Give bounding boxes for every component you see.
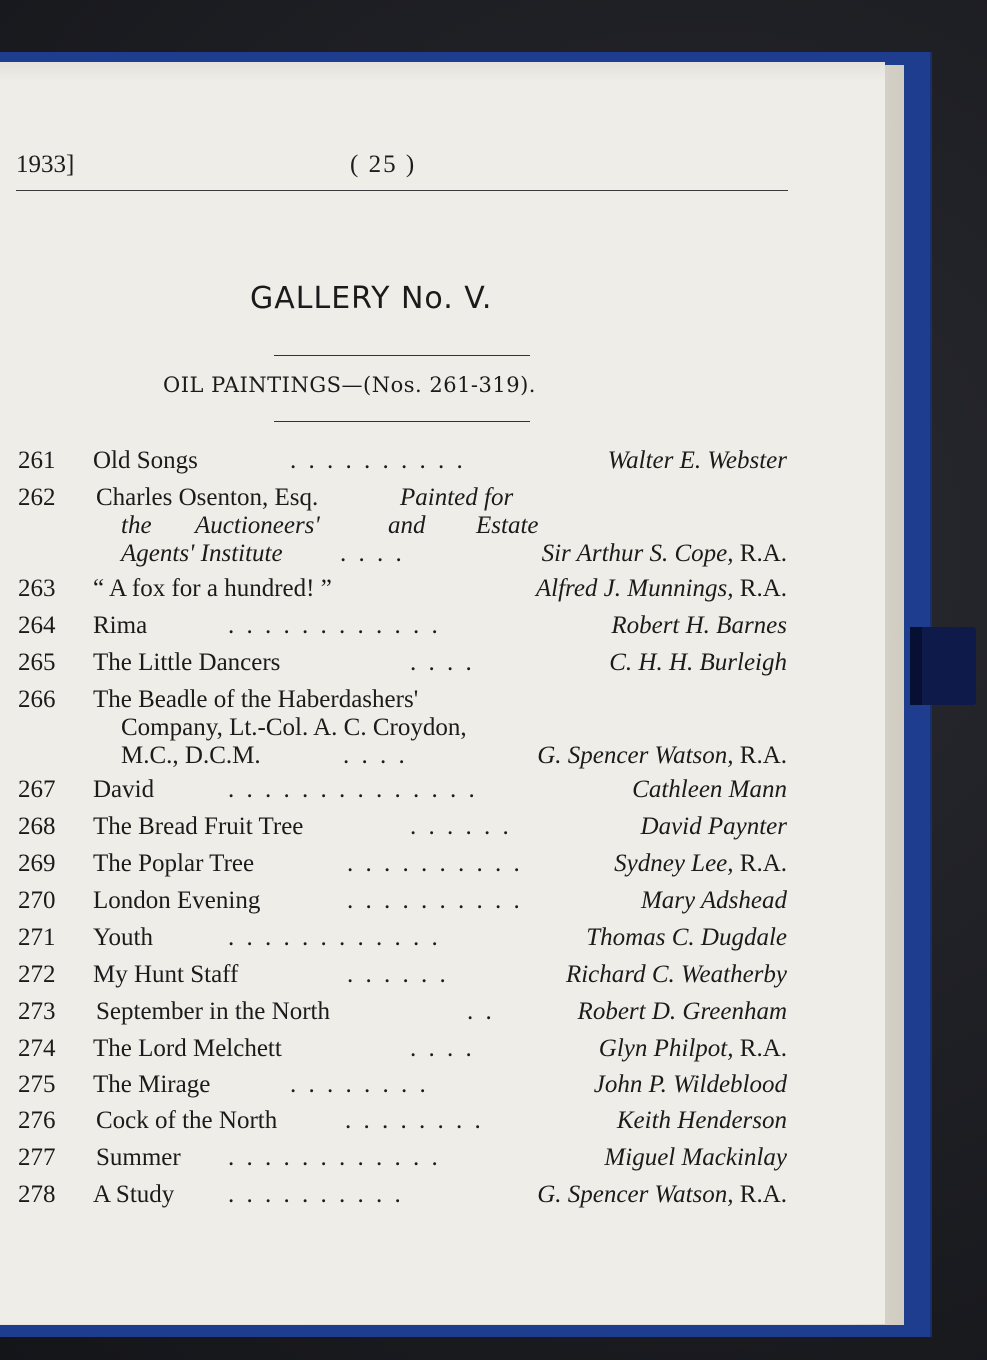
title-rule-top — [274, 355, 530, 356]
entry-note: and — [388, 512, 426, 539]
entry-title: A Study — [93, 1181, 175, 1208]
catalogue-entry — [0, 776, 900, 810]
catalogue-entry — [0, 1144, 900, 1178]
leader-dots: . . . . . . — [347, 961, 449, 988]
entry-note: Estate — [476, 512, 539, 539]
catalogue-entry — [0, 1181, 900, 1215]
entry-number: 267 — [18, 776, 56, 803]
entry-title: Summer — [96, 1144, 181, 1171]
header-rule — [16, 190, 788, 191]
entry-note: Painted for — [400, 484, 514, 511]
entry-title: The Lord Melchett — [93, 1035, 282, 1062]
bookmark-ribbon-shade — [910, 627, 922, 705]
catalogue-entry — [0, 998, 900, 1032]
entry-number: 277 — [18, 1144, 56, 1171]
entry-note: Agents' Institute — [121, 540, 283, 567]
entry-number: 265 — [18, 649, 56, 676]
leader-dots: . . . . . . . . . . — [290, 447, 466, 474]
catalogue-entry — [0, 1035, 900, 1069]
catalogue-entry — [0, 887, 900, 921]
section-subtitle: OIL PAINTINGS—(Nos. 261-319). — [163, 373, 536, 397]
entry-number: 276 — [18, 1107, 56, 1134]
entry-title: “ A fox for a hundred! ” — [93, 575, 332, 602]
catalogue-entry — [0, 484, 900, 574]
entry-number: 270 — [18, 887, 56, 914]
entry-number: 273 — [18, 998, 56, 1025]
catalogue-entry — [0, 961, 900, 995]
entry-number: 275 — [18, 1071, 56, 1098]
leader-dots: . . . . . . . . . . — [347, 850, 523, 877]
leader-dots: . . . . — [340, 540, 405, 567]
leader-dots: . . . . . . . . . . . . . . — [228, 776, 478, 803]
entry-number: 271 — [18, 924, 56, 951]
entry-note: Auctioneers' — [195, 512, 320, 539]
entry-title-continued: M.C., D.C.M. — [121, 742, 261, 769]
entry-title: My Hunt Staff — [93, 961, 239, 988]
entry-title: London Evening — [93, 887, 261, 914]
catalogue-entry — [0, 649, 900, 683]
catalogue-entry — [0, 813, 900, 847]
entry-title: Youth — [93, 924, 153, 951]
leader-dots: . . . . . . . . . . . . — [228, 1144, 441, 1171]
entry-artist: G. Spencer Watson, R.A. — [537, 1181, 787, 1208]
leader-dots: . . . . . . . . . . — [228, 1181, 404, 1208]
leader-dots: . . . . . . — [410, 813, 512, 840]
entry-artist: Robert H. Barnes — [611, 612, 787, 639]
leader-dots: . . . . . . . . . . . . — [228, 924, 441, 951]
entry-title: The Mirage — [93, 1071, 211, 1098]
entry-number: 278 — [18, 1181, 56, 1208]
catalogue-entry — [0, 1107, 900, 1141]
page-number: ( 25 ) — [350, 151, 417, 178]
page-shadow — [0, 62, 885, 82]
entry-artist: Alfred J. Munnings, R.A. — [535, 575, 787, 602]
entry-number: 266 — [18, 686, 56, 713]
leader-dots: . . . . . . . . . . . . — [228, 612, 441, 639]
entry-artist: Sydney Lee, R.A. — [614, 850, 787, 877]
entry-title: Cock of the North — [96, 1107, 278, 1134]
entry-number: 274 — [18, 1035, 56, 1062]
entry-number: 269 — [18, 850, 56, 877]
entry-artist: Robert D. Greenham — [577, 998, 787, 1025]
catalogue-entry — [0, 686, 900, 776]
leader-dots: . . . . . . . . . . — [347, 887, 523, 914]
entry-artist: G. Spencer Watson, R.A. — [537, 742, 787, 769]
catalogue-entry — [0, 612, 900, 646]
entry-artist: Richard C. Weatherby — [565, 961, 787, 988]
entry-note: the — [121, 512, 152, 539]
catalogue-entry — [0, 1071, 900, 1105]
title-rule-bottom — [274, 421, 530, 422]
entry-title: The Poplar Tree — [93, 850, 255, 877]
entry-title-continued: Company, Lt.-Col. A. C. Croydon, — [121, 714, 467, 741]
entry-number: 272 — [18, 961, 56, 988]
entry-title: September in the North — [96, 998, 330, 1025]
entry-number: 263 — [18, 575, 56, 602]
entry-title: Old Songs — [93, 447, 198, 474]
entry-title: The Little Dancers — [93, 649, 281, 676]
catalogue-entry — [0, 447, 900, 481]
entry-artist: David Paynter — [640, 813, 787, 840]
entry-artist: Walter E. Webster — [607, 447, 787, 474]
leader-dots: . . . . — [343, 742, 408, 769]
entry-artist: John P. Wildeblood — [593, 1071, 787, 1098]
entry-artist: Cathleen Mann — [632, 776, 787, 803]
leader-dots: . . . . — [410, 1035, 475, 1062]
entry-title: Charles Osenton, Esq. — [96, 484, 319, 511]
catalogue-entry — [0, 850, 900, 884]
leader-dots: . . . . . . . . — [345, 1107, 484, 1134]
entry-title: The Bread Fruit Tree — [93, 813, 304, 840]
entry-title: The Beadle of the Haberdashers' — [93, 686, 419, 713]
entry-number: 264 — [18, 612, 56, 639]
entry-number: 261 — [18, 447, 56, 474]
leader-dots: . . . . . . . . — [290, 1071, 429, 1098]
catalogue-entry — [0, 575, 900, 609]
entry-artist: C. H. H. Burleigh — [609, 649, 787, 676]
leader-dots: . . . . — [410, 649, 475, 676]
entry-title: Rima — [93, 612, 148, 639]
entry-number: 262 — [18, 484, 56, 511]
entry-artist: Mary Adshead — [640, 887, 787, 914]
entry-number: 268 — [18, 813, 56, 840]
header-year: 1933] — [16, 151, 75, 178]
catalogue-entry — [0, 924, 900, 958]
entry-artist: Glyn Philpot, R.A. — [598, 1035, 787, 1062]
entry-title: David — [93, 776, 155, 803]
leader-dots: . . — [467, 998, 495, 1025]
entry-artist: Sir Arthur S. Cope, R.A. — [541, 540, 787, 567]
entry-artist: Thomas C. Dugdale — [586, 924, 787, 951]
gallery-title: GALLERY No. V. — [250, 281, 493, 316]
entry-artist: Keith Henderson — [616, 1107, 787, 1134]
entry-artist: Miguel Mackinlay — [604, 1144, 787, 1171]
